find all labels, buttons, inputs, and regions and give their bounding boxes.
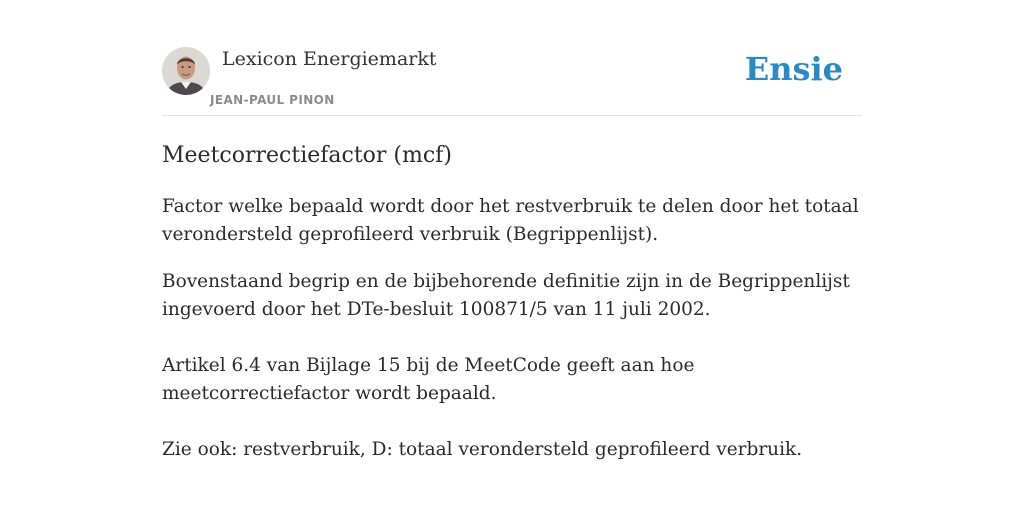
- article-title: Meetcorrectiefactor (mcf): [162, 143, 452, 168]
- lexicon-title[interactable]: Lexicon Energiemarkt: [222, 48, 437, 70]
- article-header: [162, 46, 862, 116]
- article-paragraph: Zie ook: restverbruik, D: totaal verondersteld geprofileerd verbruik.: [162, 439, 803, 460]
- author-photo-icon: [162, 47, 210, 95]
- avatar[interactable]: [162, 47, 210, 95]
- article-paragraph: Artikel 6.4 van Bijlage 15 bij de MeetCode geeft aan hoe meetcorrectiefactor wordt bepaald.: [162, 355, 695, 404]
- article-paragraph: Factor welke bepaald wordt door het restverbruik te delen door het totaal verondersteld geprofileerd verbruik (Begrippenlijst).: [162, 196, 859, 245]
- author-name[interactable]: JEAN-PAUL PINON: [210, 93, 335, 107]
- article-card: [162, 46, 862, 464]
- brand-logo[interactable]: Ensie: [744, 50, 843, 88]
- article-paragraph: Bovenstaand begrip en de bijbehorende definitie zijn in de Begrippenlijst ingevoerd door het DTe-besluit 100871/5 van 11 juli 2002.: [162, 271, 850, 320]
